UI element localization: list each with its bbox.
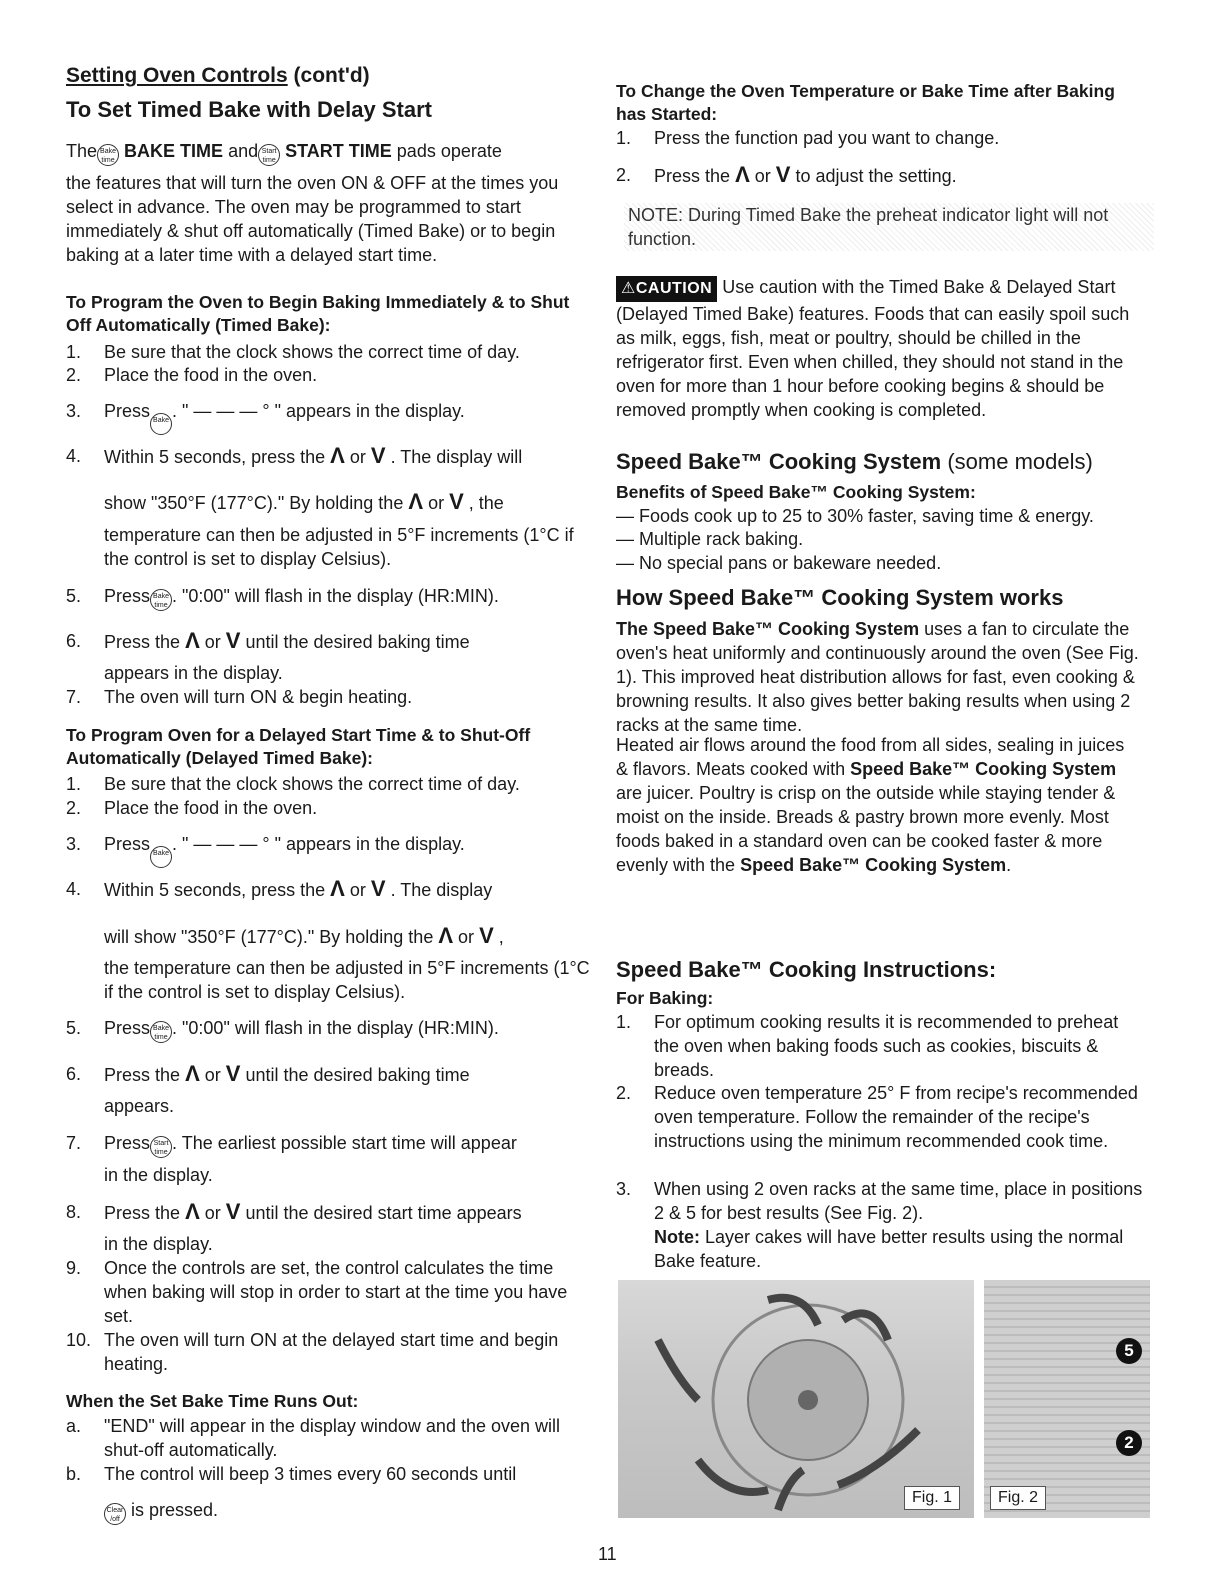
- intro-text: the features that will turn the oven ON & OFF at the times you select in advance. The oven may be programmed to start immediately & shut off automatically (Timed Bake) or to begin baking at a later time with a delayed start time.: [66, 173, 559, 265]
- benefit-item: — No special pans or bakeware needed.: [616, 553, 942, 573]
- down-arrow-icon: V: [775, 162, 791, 187]
- rack-position-2-badge: 2: [1116, 1430, 1142, 1456]
- down-arrow-icon: V: [225, 628, 241, 653]
- intro-line: The Bake time BAKE TIME and Start time START TIME pads operate: [66, 141, 502, 164]
- benefit-item: — Foods cook up to 25 to 30% faster, saving time & energy.: [616, 506, 1094, 526]
- preheat-note: NOTE: During Timed Bake the preheat indicator light will not function.: [624, 203, 1154, 251]
- clear-off-pad-icon: Clear /off: [104, 1503, 126, 1525]
- bake-time-pad-icon: Bake time: [150, 1021, 172, 1043]
- down-arrow-icon: V: [479, 923, 494, 948]
- down-arrow-icon: V: [449, 489, 464, 514]
- up-arrow-icon: Λ: [330, 443, 345, 468]
- heated-air-text: Heated air flows around the food from all sides, sealing in juices & flavors. Meats cooked with Speed Bake™ Cooking System are juicer. Poultry is crisp on the outside while staying tender & moist on the inside. Breads & pastry brown more evenly. Most foods baked in a standard oven can be cooked faster & more evenly with the Speed Bake™ Cooking System.: [616, 735, 1125, 875]
- fig2-label: Fig. 2: [990, 1486, 1046, 1510]
- runs-out-heading: When the Set Bake Time Runs Out:: [66, 1391, 359, 1411]
- fan-airflow-illustration: [618, 1280, 974, 1518]
- bake-pad-icon: Bake: [150, 413, 172, 435]
- timed-bake-heading: To Program the Oven to Begin Baking Immediately & to Shut Off Automatically (Timed Bake):: [66, 292, 570, 335]
- down-arrow-icon: V: [225, 1061, 241, 1086]
- caution-paragraph: ⚠CAUTION Use caution with the Timed Bake & Delayed Start (Delayed Timed Bake) features. Foods that can easily spoil such as milk, eggs, fish, meat or poultry, should be chilled in the refrigerator first. Even when chilled, they should not stand in the oven for more than 1 hour before cooking begins & should be removed promptly when cooking is completed.: [616, 277, 1130, 420]
- up-arrow-icon: Λ: [185, 1199, 200, 1224]
- fig1-fan-diagram: [618, 1280, 974, 1518]
- page-number: 11: [598, 1544, 617, 1564]
- fig1-label: Fig. 1: [904, 1486, 960, 1510]
- up-arrow-icon: Λ: [735, 162, 750, 187]
- start-time-pad-icon: Start time: [150, 1136, 172, 1158]
- page-title: To Set Timed Bake with Delay Start: [66, 97, 432, 122]
- speed-bake-title: Speed Bake™ Cooking System (some models): [616, 449, 1093, 474]
- up-arrow-icon: Λ: [185, 1061, 200, 1086]
- section-title: Setting Oven Controls (cont'd): [66, 64, 370, 87]
- down-arrow-icon: V: [225, 1199, 241, 1224]
- bake-time-pad-icon: Bake time: [150, 589, 172, 611]
- bake-time-pad-icon: Bake time: [97, 144, 119, 166]
- down-arrow-icon: V: [370, 876, 386, 901]
- instructions-title: Speed Bake™ Cooking Instructions:: [616, 957, 997, 982]
- benefits-heading: Benefits of Speed Bake™ Cooking System:: [616, 482, 976, 502]
- start-time-pad-icon: Start time: [258, 144, 280, 166]
- up-arrow-icon: Λ: [438, 923, 454, 948]
- up-arrow-icon: Λ: [408, 489, 424, 514]
- caution-label: ⚠CAUTION: [616, 276, 717, 302]
- up-arrow-icon: Λ: [330, 876, 345, 901]
- how-it-works-title: How Speed Bake™ Cooking System works: [616, 585, 1064, 610]
- delayed-bake-heading: To Program Oven for a Delayed Start Time & to Shut-Off Automatically (Delayed Timed Bake):: [66, 725, 531, 768]
- for-baking-heading: For Baking:: [616, 988, 714, 1008]
- fig2-rack-diagram: [984, 1280, 1150, 1518]
- change-temp-heading: To Change the Oven Temperature or Bake Time after Baking has Started:: [616, 81, 1115, 124]
- rack-position-5-badge: 5: [1116, 1338, 1142, 1364]
- down-arrow-icon: V: [370, 443, 386, 468]
- bake-pad-icon: Bake: [150, 846, 172, 868]
- up-arrow-icon: Λ: [185, 628, 200, 653]
- benefit-item: — Multiple rack baking.: [616, 529, 804, 549]
- how-it-works-text: The Speed Bake™ Cooking System uses a fan to circulate the oven's heat uniformly and continuously around the oven (See Fig. 1). This improved heat distribution allows for fast, even cooking & browning results. It also gives better baking results when using 2 racks at the same time.: [616, 619, 1139, 735]
